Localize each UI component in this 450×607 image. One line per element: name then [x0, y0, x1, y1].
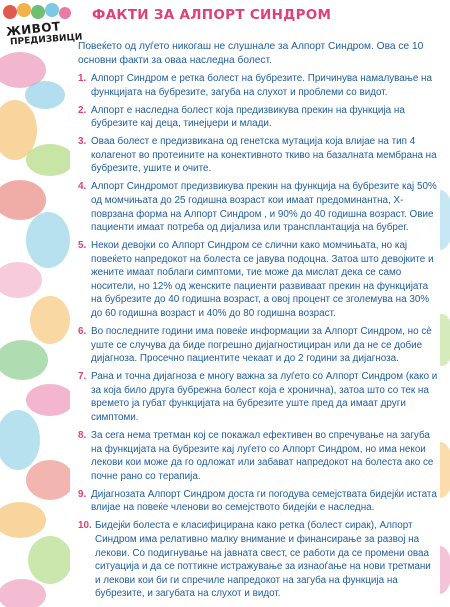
- logo-text-line2: ПРЕДИЗВИЦИ: [9, 32, 83, 48]
- item-text: Рана и точна дијагноза е многу важна за луѓето со Алпорт Синдром (како и за која било друга бубрежна болест која е хронична), затоа што со тек на времето ја губат функцијата на бубрезите уште пред да имаат други симптоми.: [91, 371, 438, 423]
- item-number: 6.: [78, 326, 87, 338]
- list-item: [78, 488, 438, 515]
- item-number: 4.: [78, 181, 87, 193]
- facts-list: [78, 72, 438, 605]
- list-item: [78, 72, 438, 99]
- item-number: 7.: [78, 371, 87, 383]
- item-text: Алпорт Синдром е ретка болест на бубрезите. Причинува намалување на функцијата на бубрезите, загуба на слухот и проблеми со видот.: [91, 73, 433, 98]
- logo: [2, 2, 83, 52]
- item-text: Бидејќи болеста е класифицирана како ретка (болест сирак), Алпорт Синдром има релативно малку внимание и финансирање за развој на лекови. Со подигнување на јавната свест, се работи да се промени оваа ситуација и да се поттикне истражување за изнаоѓање на нови третмани и лекови кои би ги спречиле напредокот на загуба на функција на бубрезите, и загубата на слухот и видот.: [95, 520, 431, 600]
- list-item: [78, 519, 438, 601]
- list-item: [78, 180, 438, 234]
- item-number: 9.: [78, 488, 87, 500]
- item-text: Дијагнозата Алпорт Синдром доста ги погодува семејствата бидејќи истата влијае на повеќе членови во семејството бидејќи е наследна.: [91, 488, 437, 514]
- item-number: 1.: [78, 73, 87, 84]
- item-text: За сега нема третман кој се покажал ефективен во спречување на загуба на функцијата на бубрезите кај луѓето со Алпорт Синдром, но има некои лекови кои може да го одложат или забават напредокот на болеста ако се почне рано со терапија.: [91, 429, 434, 482]
- item-number: 5.: [78, 240, 87, 252]
- item-text: Во последните години има повеќе информации за Алпорт Синдром, но сè уште се случува да биде погрешно дијагностициран или да не се добие дијагноза. Просечно пациентите чекаат и до 2 години за дијагноза.: [91, 326, 432, 365]
- item-text: Алпорт Синдромот предизвикува прекин на функција на бубрезите кај 50% од момчињата до 25 годишна возраст кои имаат предоминантна, Х-поврзана форма на Алпорт Синдром , и 90% до 40 годишна возраст. Овие пациенти имаат потреба од дијализа или трансплантација на бубрег.: [91, 181, 437, 234]
- page-title: ФАКТИ ЗА АЛПОРТ СИНДРОМ: [92, 7, 332, 23]
- item-number: 2.: [78, 104, 87, 116]
- list-item: [78, 370, 438, 424]
- item-text: Оваа болест е предизвикана од генетска мутација која влијае на тип 4 колагенот во протеините на конективното ткиво на базалната мембрана на бубрезите, ушите и очите.: [91, 136, 437, 175]
- item-text: Алпорт е наследна болест која предизвикува прекин на функција на бубрезите кај деца, тинејџери и млади.: [91, 104, 405, 130]
- list-item: [78, 239, 438, 321]
- list-item: [78, 429, 438, 483]
- logo-text-line1: ЖИВОТ: [5, 19, 62, 39]
- list-item: [78, 135, 438, 176]
- intro-paragraph: Повеќето од луѓето никогаш не слушнале за Алпорт Синдром. Ова се 10 основни факти за оваа наследна болест.: [78, 41, 424, 66]
- item-number: 10.: [78, 520, 92, 532]
- item-number: 8.: [78, 429, 87, 441]
- item-number: 3.: [78, 136, 87, 148]
- list-item: [78, 104, 438, 131]
- item-text: Некои девојки со Алпорт Синдром се слични како момчињата, но кај повеќето напредокот на болеста се јавува подоцна. Затоа што девојките и жените имаат поблаги симптоми, тие може да мислат дека се само носители, но 12% од женските пациенти развиваат прекин на функцијата на бубрезите до 40 годишна возраст, а овој процент се зголемува на 30% до 60 годишна возраст и 40% до 80 годишна возраст.: [91, 240, 434, 320]
- list-item: [78, 325, 438, 366]
